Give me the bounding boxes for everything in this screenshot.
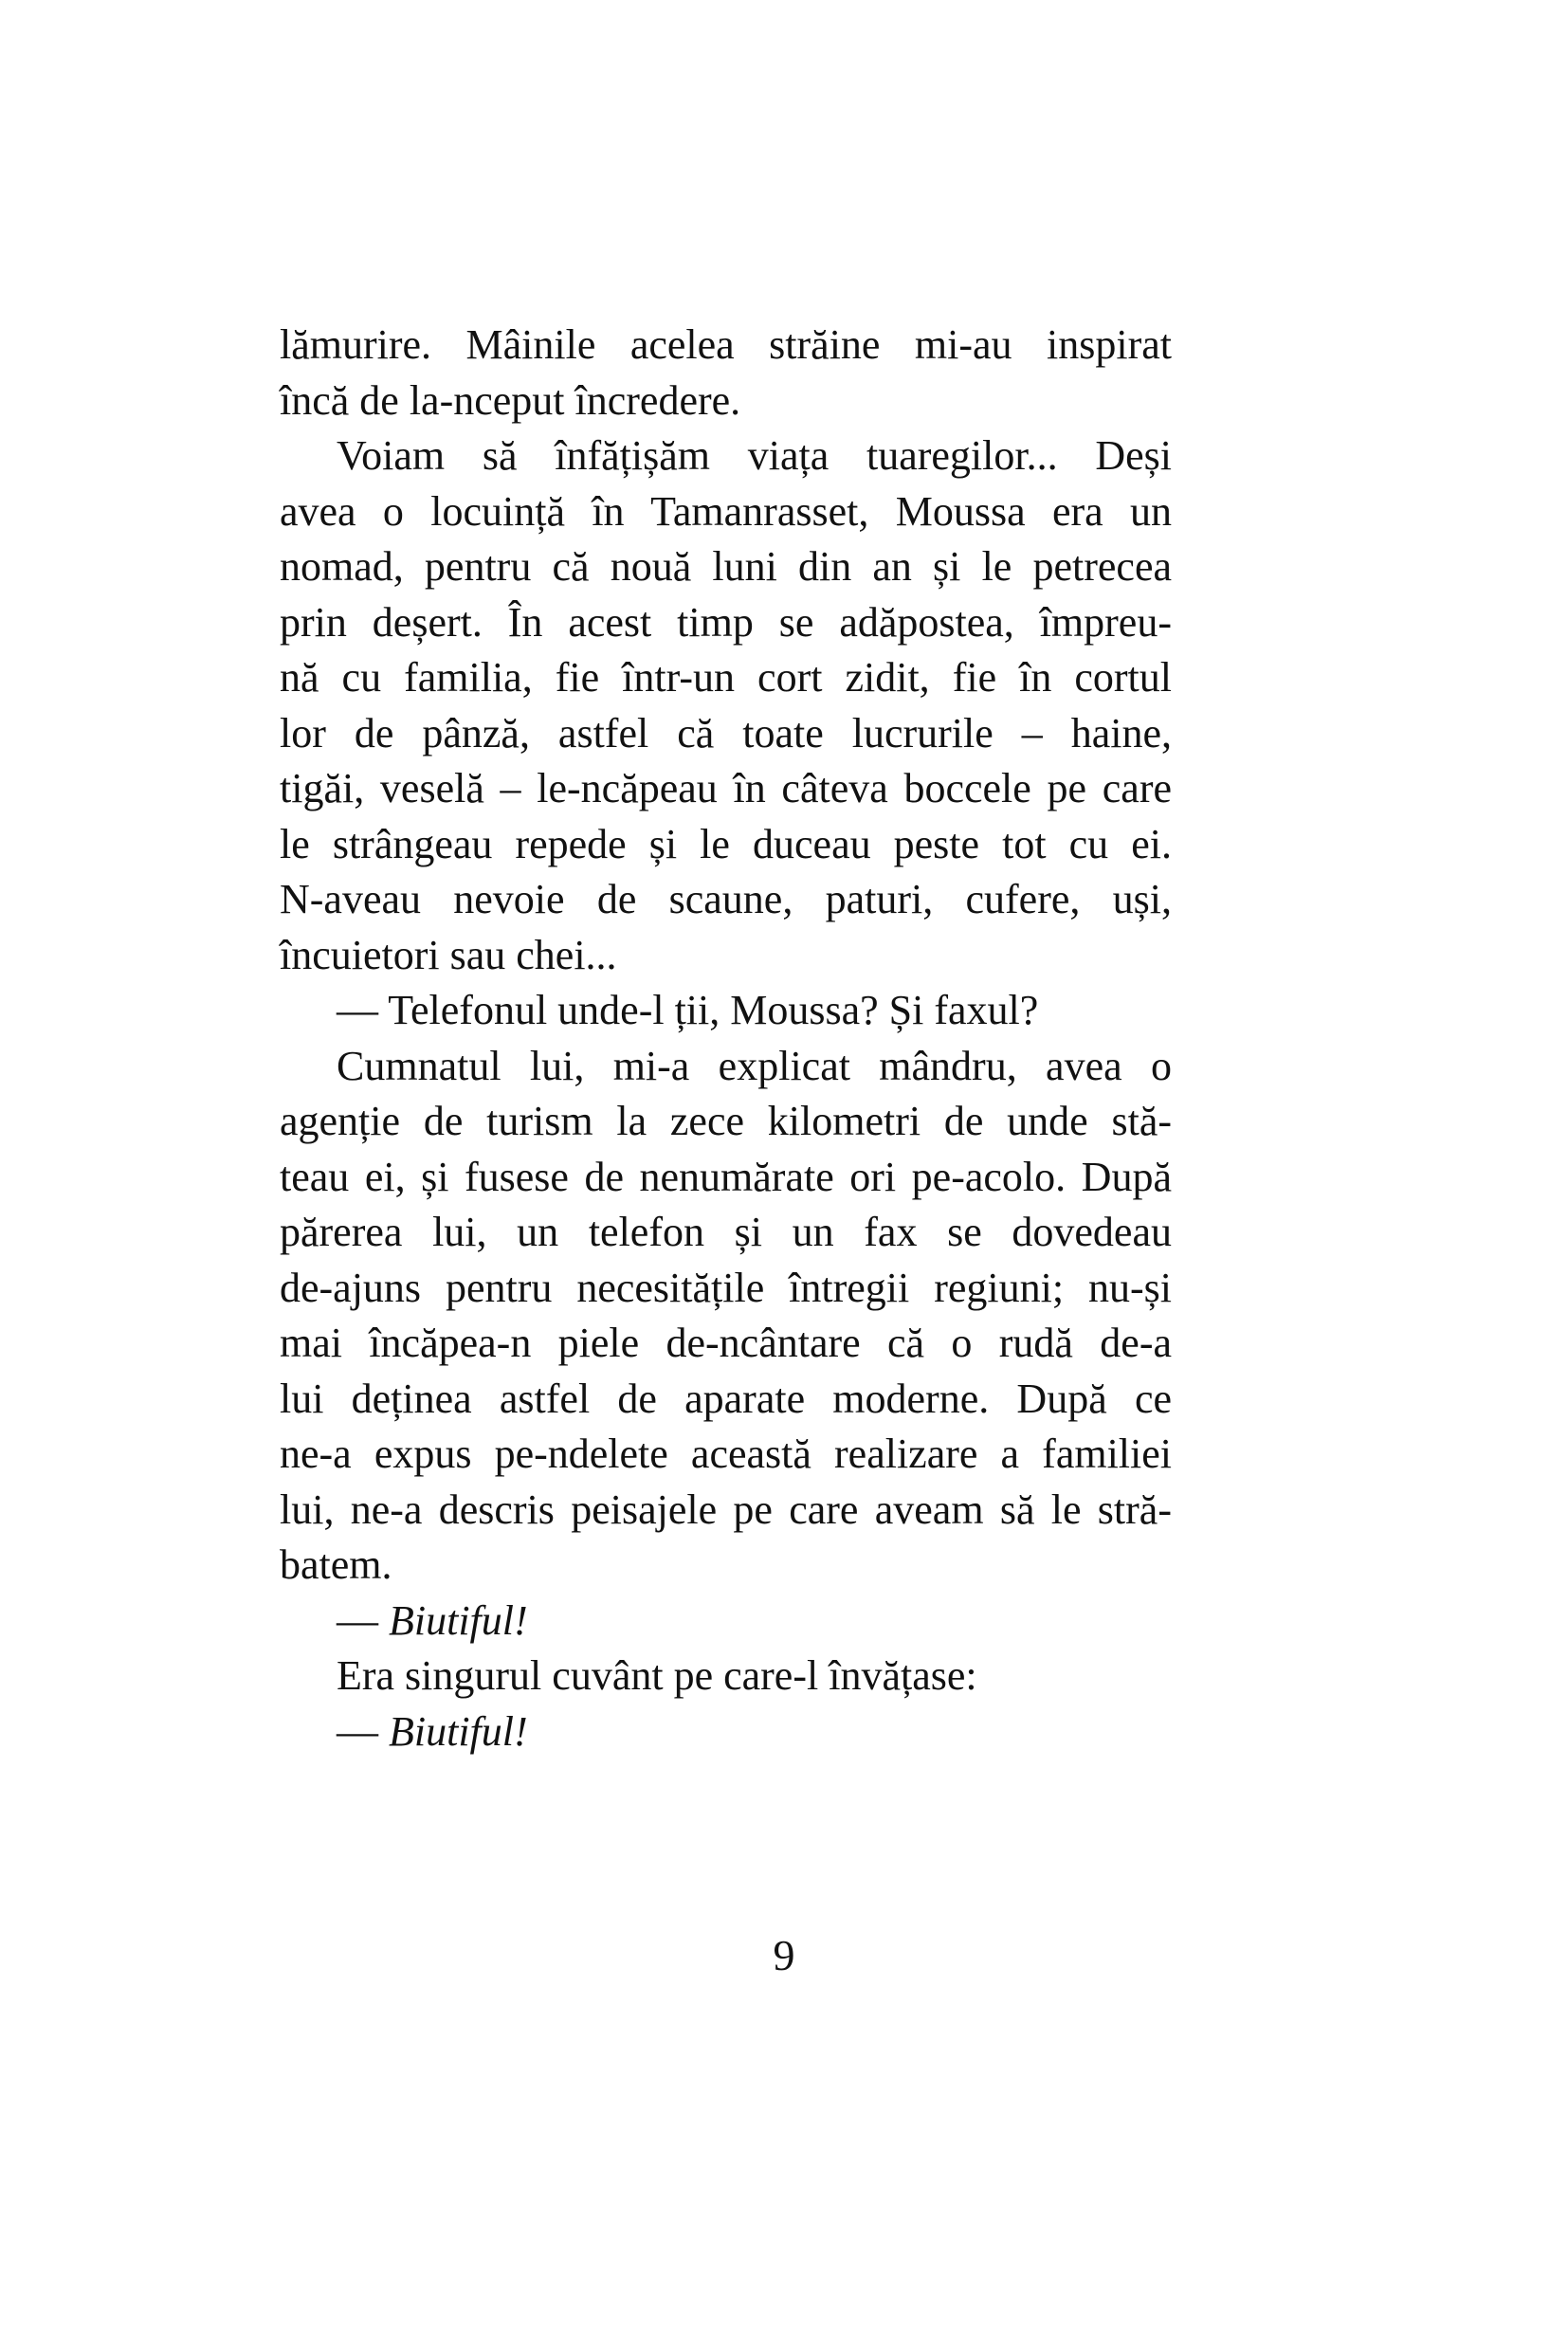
text-line: lui, ne-a descris peisajele pe care aveam să le stră- bbox=[280, 1485, 1172, 1533]
text-line: tigăi, veselă – le-ncăpeau în câteva boccele pe care bbox=[280, 765, 1172, 811]
dialog-line bbox=[280, 1594, 1172, 1649]
dialog-dash: — bbox=[337, 1596, 389, 1644]
dialog-line bbox=[280, 1704, 1172, 1760]
text-line: încuietori sau chei... bbox=[280, 931, 617, 978]
text-line: avea o locuință în Tamanrasset, Moussa era un bbox=[280, 487, 1172, 535]
text-line: batem. bbox=[280, 1541, 392, 1588]
text-line: încă de la-nceput încredere. bbox=[280, 376, 741, 424]
text-line: Era singurul cuvânt pe care-l învățase: bbox=[337, 1652, 977, 1699]
dialog-dash: — bbox=[337, 1707, 389, 1755]
text-line: nomad, pentru că nouă luni din an și le petrecea bbox=[280, 543, 1172, 590]
text-line: de-ajuns pentru necesitățile întregii regiuni; nu-și bbox=[280, 1264, 1172, 1311]
page-number: 9 bbox=[773, 1931, 795, 1979]
text-line: ne-a expus pe-ndelete această realizare a familiei bbox=[280, 1431, 1172, 1477]
text-line: Cumnatul lui, mi-a explicat mândru, avea o bbox=[337, 1042, 1172, 1089]
text-line: N-aveau nevoie de scaune, paturi, cufere, uși, bbox=[280, 876, 1172, 922]
text-line: le strângeau repede și le duceau peste tot cu ei. bbox=[280, 820, 1172, 867]
text-line: Voiam să înfățișăm viața tuaregilor... Deși bbox=[337, 432, 1172, 479]
dialog-word: Biutiful! bbox=[389, 1707, 528, 1755]
text-line: lui deținea astfel de aparate moderne. După ce bbox=[280, 1375, 1172, 1422]
text-line: lămurire. Mâinile acelea străine mi-au inspirat bbox=[280, 321, 1172, 368]
text-line: mai încăpea-n piele de-ncântare că o rudă de-a bbox=[280, 1320, 1172, 1366]
page-body bbox=[280, 318, 1172, 1759]
text-line: teau ei, și fusese de nenumărate ori pe-acolo. După bbox=[280, 1153, 1172, 1200]
text-line: părerea lui, un telefon și un fax se dovedeau bbox=[280, 1209, 1172, 1255]
text-line: agenție de turism la zece kilometri de unde stă- bbox=[280, 1098, 1172, 1144]
dialog-word: Biutiful! bbox=[389, 1596, 528, 1644]
dialog-line: — Telefonul unde-l ții, Moussa? Și faxul? bbox=[337, 987, 1039, 1033]
text-line: lor de pânză, astfel că toate lucrurile – haine, bbox=[280, 709, 1172, 756]
text-line: nă cu familia, fie într-un cort zidit, fie în cortul bbox=[280, 654, 1172, 701]
text-line: prin deșert. În acest timp se adăpostea, împreu- bbox=[280, 598, 1172, 646]
